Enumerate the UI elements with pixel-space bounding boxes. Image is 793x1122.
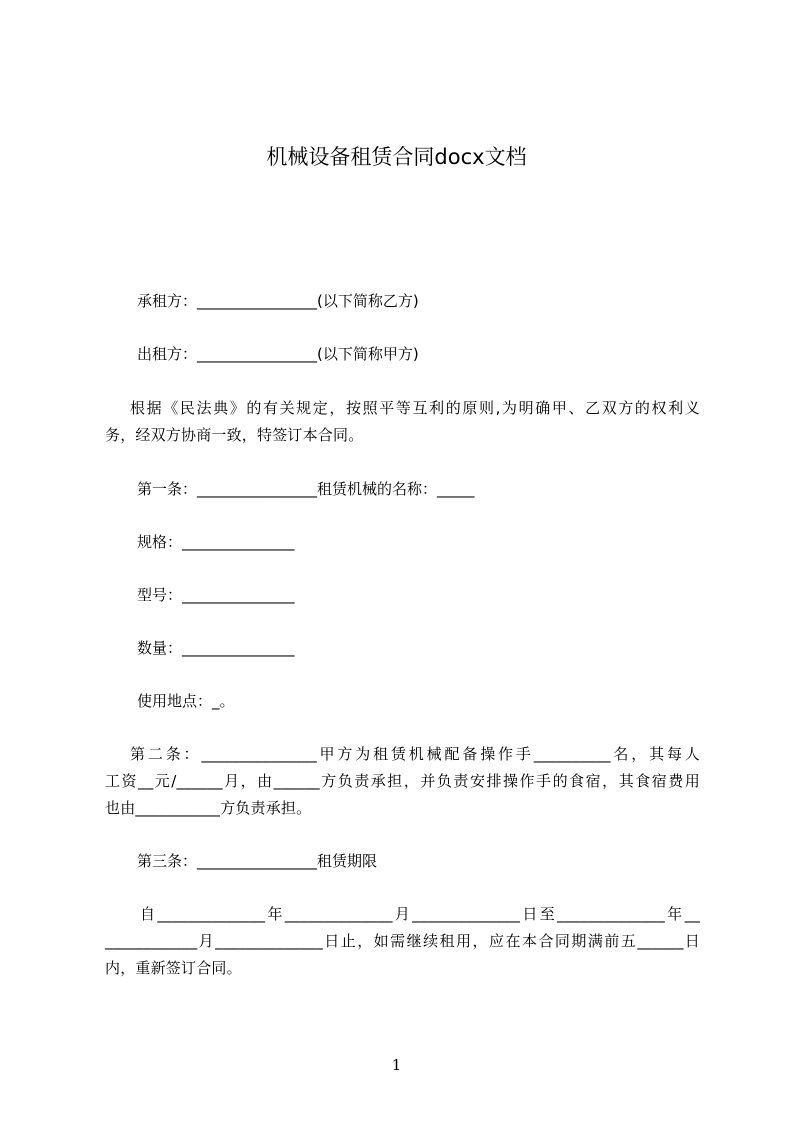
- article-2-line-3: 也由___________方负责承担。: [105, 799, 312, 817]
- model-line: 型号：_______________: [137, 586, 295, 604]
- article-1: 第一条：________________租赁机械的名称：_____: [137, 480, 475, 498]
- article-2-line-1: 第二条：_______________甲方为租赁机械配备操作手__________名，其每人: [130, 745, 700, 763]
- term-paragraph-cont: [105, 928, 700, 982]
- term-line-2: ____________月______________日止，如需继续租用，应在本合同期满前五______日: [105, 932, 700, 950]
- quantity-line: 数量：_______________: [137, 639, 295, 657]
- preamble-paragraph-cont: [105, 422, 700, 449]
- term-line-1: 自______________年______________月______________日至______________年__: [140, 905, 700, 923]
- article-3: 第三条：________________租赁期限: [137, 852, 378, 870]
- page-number: 1: [391, 1056, 402, 1074]
- location-line: 使用地点：_。: [137, 692, 235, 710]
- spec-line: 规格：_______________: [137, 533, 295, 551]
- term-line-3: 内，重新签订合同。: [105, 959, 242, 977]
- preamble-line-2: 务，经双方协商一致，特签订本合同。: [105, 426, 364, 444]
- lessor-line: 出租方：________________(以下简称甲方): [137, 345, 419, 363]
- preamble-paragraph: [130, 395, 700, 422]
- article-2-paragraph-cont: [105, 768, 700, 822]
- term-paragraph: [140, 901, 700, 928]
- article-2-line-2: 工资__元/______月，由______方负责承担，并负责安排操作手的食宿，其食宿费用: [105, 772, 700, 790]
- preamble-line-1: 根据《民法典》的有关规定，按照平等互利的原则,为明确甲、乙双方的权利义: [130, 399, 700, 417]
- document-title: 机械设备租赁合同docx文档: [266, 145, 527, 169]
- lessee-line: 承租方：________________(以下简称乙方): [137, 292, 419, 310]
- article-2-paragraph: [130, 741, 700, 768]
